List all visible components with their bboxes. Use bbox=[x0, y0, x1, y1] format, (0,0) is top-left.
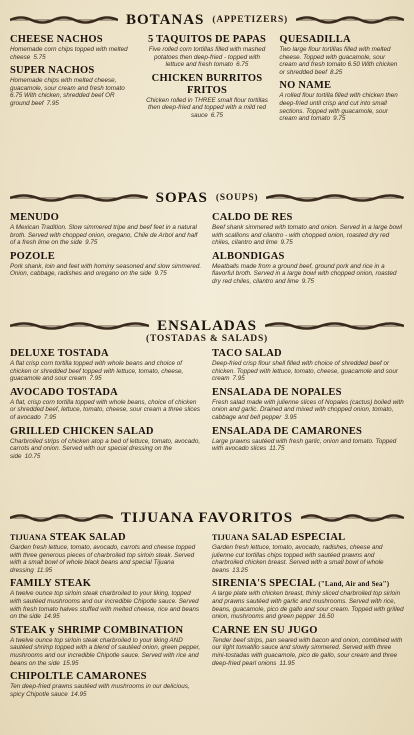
menu-item bbox=[212, 426, 404, 453]
sopas-header bbox=[10, 188, 404, 208]
item-price: 16.50 bbox=[318, 613, 335, 621]
item-price: 9.75 bbox=[333, 115, 346, 123]
item-name: CHEESE NACHOS bbox=[10, 34, 103, 45]
item-price: 7.95 bbox=[232, 375, 245, 383]
item-price: 3.95 bbox=[284, 413, 297, 421]
ensaladas-title: ENSALADAS bbox=[157, 317, 257, 334]
menu-item bbox=[212, 532, 404, 574]
favoritos-header bbox=[10, 508, 404, 528]
ensaladas-columns bbox=[10, 344, 404, 504]
item-price: 15.95 bbox=[62, 659, 79, 667]
item-desc: Homemade chips with melted cheese, guacamole, sour cream and fresh tomato 6.75 With chicken, shredded beef OR ground beef 7.95 bbox=[10, 77, 125, 107]
menu-item bbox=[212, 251, 404, 286]
item-price: 7.95 bbox=[89, 375, 102, 383]
item-name: CALDO DE RES bbox=[212, 212, 293, 223]
ensaladas-col-2 bbox=[212, 344, 404, 504]
item-desc: Five rolled corn tortillas filled with mashed potatoes then deep-fried - topped with lettuce and fresh tomato 6.75 bbox=[148, 46, 266, 69]
sopas-columns bbox=[10, 208, 404, 308]
menu-item bbox=[10, 348, 202, 383]
item-note: ("Land, Air and Sea") bbox=[318, 580, 390, 589]
item-name: STEAK y SHRIMP COMBINATION bbox=[10, 624, 184, 636]
item-desc: Meatballs made from a ground beef, ground pork and rice in a flavorful broth. Served in a large bowl with chopped onion, roasted dry red chiles, cilantro and lime 9.75 bbox=[212, 262, 397, 285]
item-desc: A rolled flour tortilla filled with chicken then deep-fried until crisp and cut into small sections. Topped with guacamole, sour cream and tomato 9.75 bbox=[279, 92, 398, 123]
item-price: 13.25 bbox=[232, 566, 248, 574]
item-desc: A large plate with chicken breast, thinly sliced charbroiled top sirloin and prawns sautéed with garlic and mushrooms. Served with rice, beans, guacamole, pico de gallo and sour cream. Topped with grilled onion, mushrooms and green pepper 16.50 bbox=[212, 590, 404, 621]
item-desc: A twelve ounce top sirloin steak charbroiled to your liking AND sautéed shrimp topped with a blend of sautéed onion, green pepper, mushrooms and our incredible Chipotle sauce. Served with rice and beans on the side 15.95 bbox=[10, 636, 201, 667]
ensaladas-col-1 bbox=[10, 344, 202, 504]
favoritos-title: TIJUANA FAVORITOS bbox=[120, 509, 294, 526]
favoritos-col-2 bbox=[212, 528, 404, 698]
sopas-title: SOPAS bbox=[155, 189, 208, 206]
item-price: 9.75 bbox=[301, 277, 315, 285]
item-price: 9.75 bbox=[280, 239, 293, 247]
item-desc: Beef shank simmered with tomato and onion. Served in a large bowl with scallions and cilantro - with chopped onion, roasted dry red chiles, cilantro and lime 9.75 bbox=[212, 224, 403, 247]
ornament-left bbox=[10, 513, 113, 523]
item-desc: Fresh salad made with julienne slices of Nopales (cactus) boiled with onion and garlic. Drained and mixed with chopped onion, tomato, cabbage and bell pepper 3.95 bbox=[212, 398, 404, 421]
item-price: 11.95 bbox=[36, 566, 53, 574]
ornament-left bbox=[10, 15, 118, 25]
botanas-title: BOTANAS bbox=[126, 11, 205, 28]
item-name: CHICKEN BURRITOS FRITOS bbox=[151, 72, 263, 96]
menu-item bbox=[10, 578, 202, 620]
item-price: 8.25 bbox=[329, 68, 343, 76]
item-desc: Garden fresh lettuce, tomato, avocado, carrots and cheese topped with three generous pieces of charbroiled top sirloin steak. Served with a small bowl of whole black beans and special Tijuana dressing 11.95 bbox=[10, 544, 196, 574]
item-price: 9.75 bbox=[85, 239, 98, 247]
menu-item bbox=[212, 625, 404, 667]
item-desc: Deep-fried crisp flour shell filled with choice of shredded beef or chicken. Topped with lettuce, tomato, cheese, guacamole and sour cream 7.95 bbox=[212, 360, 398, 383]
item-price: 5.75 bbox=[33, 53, 46, 61]
item-name: NO NAME bbox=[279, 80, 332, 92]
ornament-left bbox=[10, 321, 149, 331]
menu-item bbox=[145, 73, 270, 120]
item-desc: Homemade corn chips topped with melted cheese 5.75 bbox=[10, 46, 128, 61]
botanas-columns bbox=[10, 30, 404, 170]
item-name: AVOCADO TOSTADA bbox=[10, 386, 118, 398]
item-price: 14.95 bbox=[70, 690, 87, 698]
item-name: CHIPOLTLE CAMARONES bbox=[10, 671, 147, 683]
item-name: ALBONDIGAS bbox=[212, 250, 285, 262]
item-name: ENSALADA DE NOPALES bbox=[212, 386, 342, 398]
item-name: CARNE EN SU JUGO bbox=[212, 624, 318, 636]
item-name: TACO SALAD bbox=[212, 348, 282, 359]
menu-item bbox=[10, 387, 202, 422]
item-price: 7.95 bbox=[43, 413, 57, 421]
menu-item bbox=[212, 387, 404, 422]
botanas-col-2 bbox=[145, 30, 270, 170]
ornament-right bbox=[301, 513, 404, 523]
item-desc: Garden fresh lettuce, tomato, avocado, radishes, cheese and julienne cut tortillas chips topped with sautéed prawns and charbroiled chicken breast. Served with a small bowl of whole beans 13.25 bbox=[212, 544, 384, 574]
item-desc: A flat crisp corn tortilla topped with whole beans and choice of chicken or shredded beef topped with lettuce, tomato, cheese, guacamole and sour cream 7.95 bbox=[10, 360, 184, 383]
favoritos-columns bbox=[10, 528, 404, 698]
item-name: GRILLED CHICKEN SALAD bbox=[10, 425, 154, 437]
item-price: 10.75 bbox=[24, 452, 41, 460]
item-desc: Two large flour tortillas filled with melted cheese. Topped with guacamole, sour cream and fresh tomato 6.50 With chicken or shredded beef 8.25 bbox=[279, 46, 398, 76]
item-desc: A flat, crisp corn tortilla topped with whole beans, choice of chicken or shredded beef, lettuce, tomato, cheese, sour cream a three slices of avocado 7.95 bbox=[10, 398, 201, 421]
menu-item bbox=[10, 625, 202, 667]
menu-item bbox=[10, 34, 135, 61]
item-name: MENUDO bbox=[10, 212, 60, 223]
item-price: 9.75 bbox=[154, 270, 167, 278]
item-price: 6.75 bbox=[210, 111, 224, 119]
menu-item bbox=[212, 348, 404, 383]
ornament-right bbox=[296, 15, 404, 25]
sopas-col-1 bbox=[10, 208, 202, 308]
item-desc: A Mexican Tradition. Slow simmered tripe and beef feet in a natural broth. Served with chopped onion, oregano, Chile de Arbol and half of a fresh lime on the side 9.75 bbox=[10, 224, 198, 247]
menu-item bbox=[10, 65, 135, 107]
botanas-header bbox=[10, 10, 404, 30]
item-name: ENSALADA DE CAMARONES bbox=[212, 425, 363, 437]
botanas-col-1 bbox=[10, 30, 135, 170]
item-name: QUESADILLA bbox=[279, 34, 351, 45]
menu-item bbox=[10, 532, 202, 574]
item-price: 11.75 bbox=[269, 445, 285, 453]
menu-item bbox=[10, 426, 202, 461]
item-price: 7.95 bbox=[46, 99, 59, 107]
item-price: 14.95 bbox=[43, 613, 60, 621]
ensaladas-subtitle: (TOSTADAS & SALADS) bbox=[145, 334, 268, 344]
botanas-col-3 bbox=[279, 30, 404, 170]
item-name: 5 TAQUITOS DE PAPAS bbox=[147, 34, 267, 45]
item-name: SIRENIA'S SPECIAL ("Land, Air and Sea") bbox=[212, 578, 390, 590]
item-desc: Charbroiled strips of chicken atop a bed of lettuce, tomato, avocado, carrots and onion. Served with our special dressing on the side 10.75 bbox=[10, 437, 201, 460]
sopas-subtitle: (SOUPS) bbox=[215, 193, 259, 203]
item-name: SUPER NACHOS bbox=[10, 65, 95, 77]
menu-item bbox=[10, 251, 202, 278]
item-desc: Tender beef strips, pan seared with bacon and onion, combined with our light tomatillo sauce and slowly simmered. Served with three mini-tostadas with guacamole, pico de gallo, sour cream and three deep-fried pearl onions 11.95 bbox=[212, 636, 403, 667]
menu-item bbox=[10, 212, 202, 247]
item-name: TIJUANA STEAK SALAD bbox=[10, 532, 126, 543]
item-desc: A twelve ounce top sirloin steak charbroiled to your liking, topped with sautéed mushrooms and our incredible Chipotle sauce. Served with fresh tomato halves stuffed with melted cheese, rice and beans on the side 14.95 bbox=[10, 590, 200, 621]
item-name: TIJUANA SALAD ESPECIAL bbox=[212, 532, 346, 543]
menu-item bbox=[212, 212, 404, 247]
ornament-left bbox=[10, 193, 148, 203]
item-desc: Pork shank, loin and feet with hominy seasoned and slow simmered. Onion, cabbage, radishes and oregano on the side 9.75 bbox=[10, 262, 202, 278]
menu-item bbox=[212, 578, 404, 620]
botanas-subtitle: (APPETIZERS) bbox=[212, 15, 288, 25]
ornament-right bbox=[265, 321, 404, 331]
item-desc: Chicken rolled in THREE small flour tortillas then deep-fried and topped with a mild red sauce 6.75 bbox=[146, 96, 268, 119]
item-name: DELUXE TOSTADA bbox=[10, 348, 109, 359]
favoritos-col-1 bbox=[10, 528, 202, 698]
item-price: 11.95 bbox=[279, 659, 295, 667]
ensaladas-header bbox=[10, 316, 404, 336]
item-name: FAMILY STEAK bbox=[10, 578, 92, 590]
menu-item bbox=[279, 80, 404, 122]
menu-item bbox=[145, 34, 270, 69]
menu-item bbox=[279, 34, 404, 76]
item-name: POZOLE bbox=[10, 250, 55, 262]
menu-item bbox=[10, 671, 202, 698]
sopas-col-2 bbox=[212, 208, 404, 308]
item-price: 6.75 bbox=[236, 61, 249, 69]
item-desc: Ten deep-fried prawns sautéed with mushrooms in our delicious, spicy Chipotle sauce 14.95 bbox=[10, 683, 190, 698]
item-desc: Large prawns sautéed with fresh garlic, onion and tomato. Topped with avocado slices 11.75 bbox=[212, 437, 397, 453]
ornament-right bbox=[266, 193, 404, 203]
